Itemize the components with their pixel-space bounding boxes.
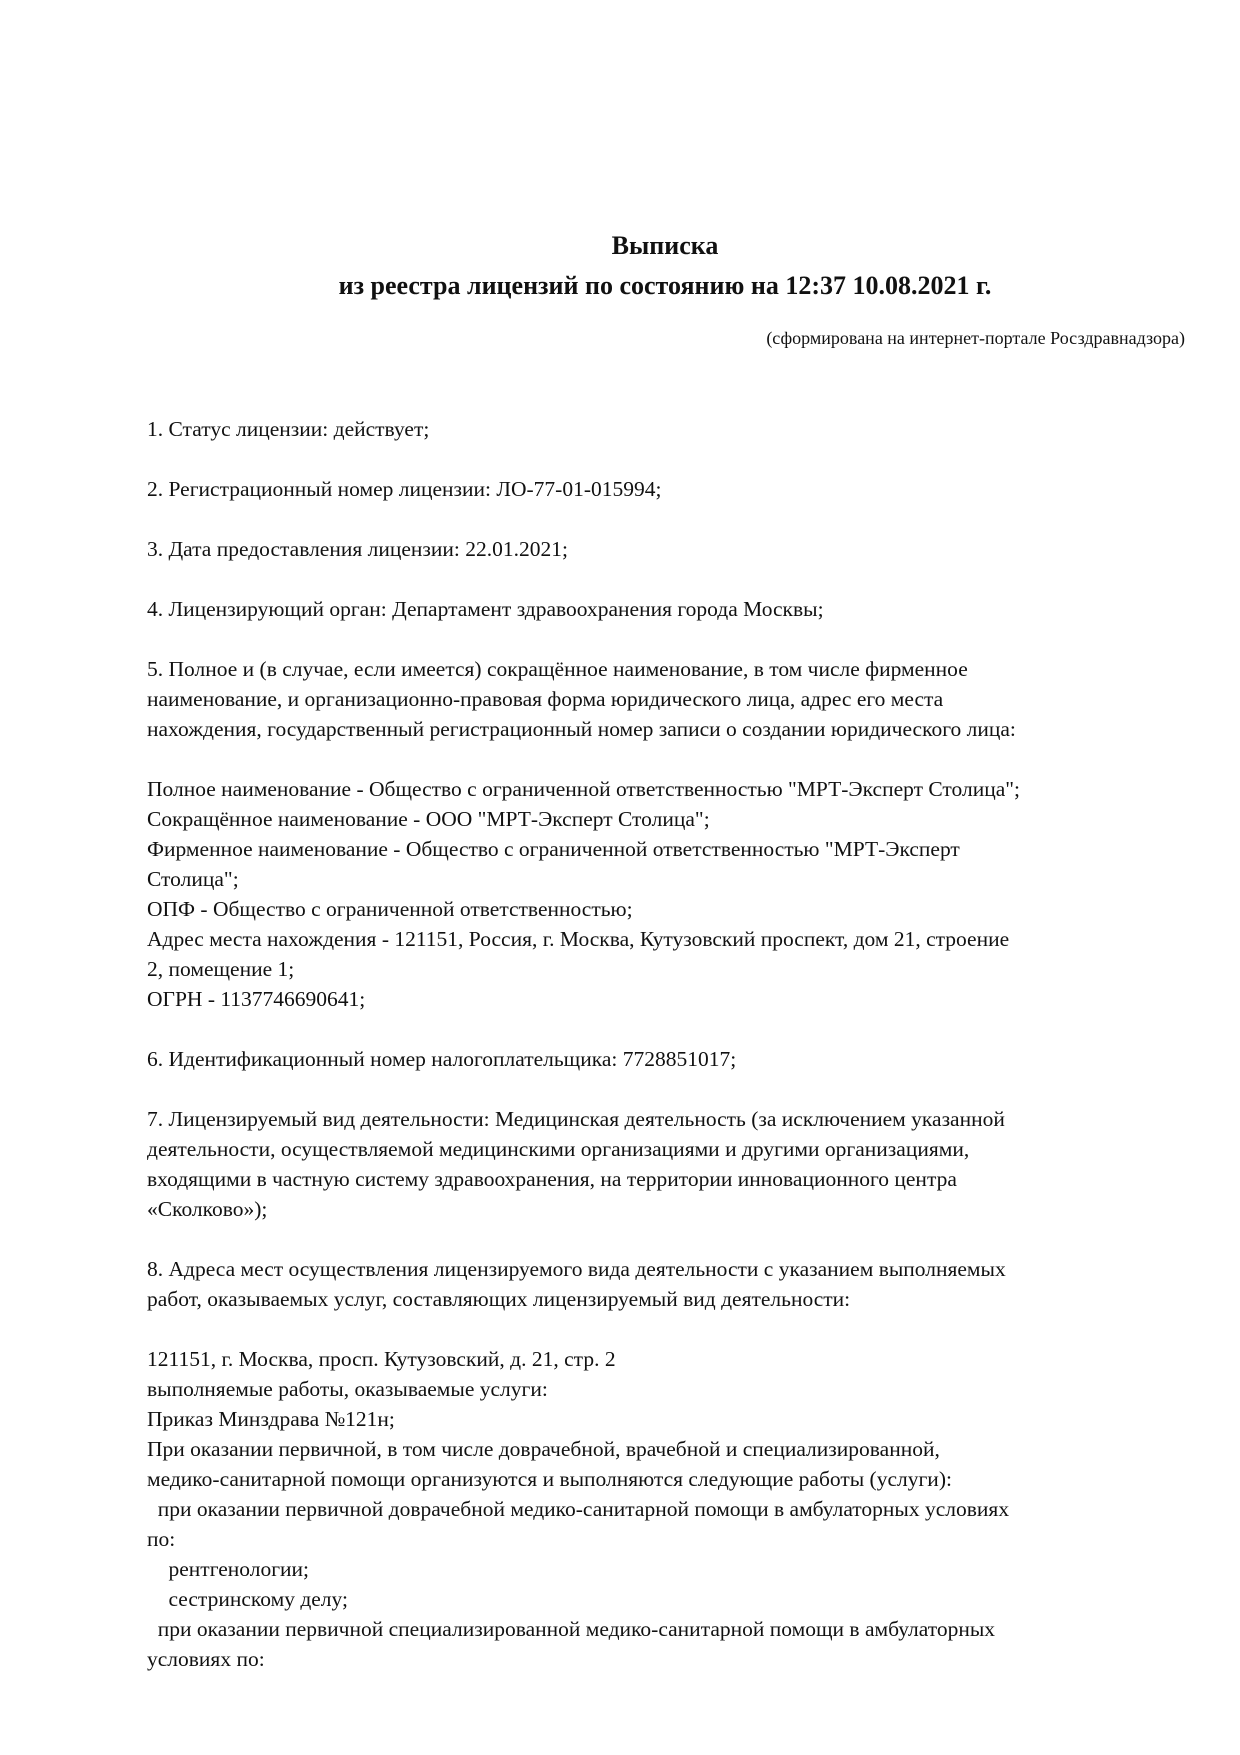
licensed-activity (147, 1104, 1167, 1224)
section-8-heading (147, 1254, 1167, 1314)
section-line: деятельности, осуществляемой медицинскими организациями и другими организациями, (147, 1137, 970, 1161)
document-title-block (0, 226, 1240, 306)
document-title: Выписка (611, 231, 719, 260)
short-name: Сокращённое наименование - ООО "МРТ-Эксперт Столица"; (147, 807, 710, 831)
inn: 6. Идентификационный номер налогоплательщика: 7728851017; (147, 1047, 737, 1071)
services-line: при оказании первичной доврачебной медико-санитарной помощи в амбулаторных условиях (147, 1497, 1010, 1521)
section-line: наименование, и организационно-правовая форма юридического лица, адрес его места (147, 687, 944, 711)
ogrn: ОГРН - 1137746690641; (147, 987, 366, 1011)
section-line: работ, оказываемых услуг, составляющих лицензируемый вид деятельности: (147, 1287, 851, 1311)
license-status: 1. Статус лицензии: действует; (147, 417, 430, 441)
document-subtitle: из реестра лицензий по состоянию на 12:37 10.08.2021 г. (338, 271, 992, 300)
address-cont: 2, помещение 1; (147, 957, 295, 981)
brand-name: Фирменное наименование - Общество с ограниченной ответственностью "МРТ-Эксперт (147, 837, 960, 861)
activity-addresses (147, 1344, 1167, 1674)
services-line: медико-санитарной помощи организуются и выполняются следующие работы (услуги): (147, 1467, 952, 1491)
section-line: «Сколково»); (147, 1197, 268, 1221)
services-label: выполняемые работы, оказываемые услуги: (147, 1377, 548, 1401)
order-reference: Приказ Минздрава №121н; (147, 1407, 395, 1431)
activity-address: 121151, г. Москва, просп. Кутузовский, д. 21, стр. 2 (147, 1347, 616, 1371)
section-line: нахождения, государственный регистрационный номер записи о создании юридического лица: (147, 717, 1016, 741)
services-line: При оказании первичной, в том числе доврачебной, врачебной и специализированной, (147, 1437, 940, 1461)
full-name: Полное наименование - Общество с ограниченной ответственностью "МРТ-Эксперт Столица"; (147, 777, 1021, 801)
licensing-authority: 4. Лицензирующий орган: Департамент здравоохранения города Москвы; (147, 597, 824, 621)
section-line: 8. Адреса мест осуществления лицензируемого вида деятельности с указанием выполняемых (147, 1257, 1006, 1281)
service-item: рентгенологии; (147, 1557, 310, 1581)
services-line: условиях по: (147, 1647, 265, 1671)
section-line: 7. Лицензируемый вид деятельности: Медицинская деятельность (за исключением указанной (147, 1107, 1005, 1131)
address: Адрес места нахождения - 121151, Россия, г. Москва, Кутузовский проспект, дом 21, строение (147, 927, 1010, 951)
registration-number: 2. Регистрационный номер лицензии: ЛО-77-01-015994; (147, 477, 662, 501)
legal-form: ОПФ - Общество с ограниченной ответственностью; (147, 897, 633, 921)
services-line: по: (147, 1527, 176, 1551)
brand-name-cont: Столица"; (147, 867, 239, 891)
document-body (147, 414, 1167, 1674)
section-5-heading (147, 654, 1167, 744)
services-line: при оказании первичной специализированной медико-санитарной помощи в амбулаторных (147, 1617, 996, 1641)
license-date: 3. Дата предоставления лицензии: 22.01.2021; (147, 537, 568, 561)
organization-details (147, 774, 1167, 1014)
section-line: 5. Полное и (в случае, если имеется) сокращённое наименование, в том числе фирменное (147, 657, 968, 681)
generation-note: (сформирована на интернет-портале Росздравнадзора) (766, 328, 1185, 348)
section-line: входящими в частную систему здравоохранения, на территории инновационного центра (147, 1167, 957, 1191)
service-item: сестринскому делу; (147, 1587, 348, 1611)
